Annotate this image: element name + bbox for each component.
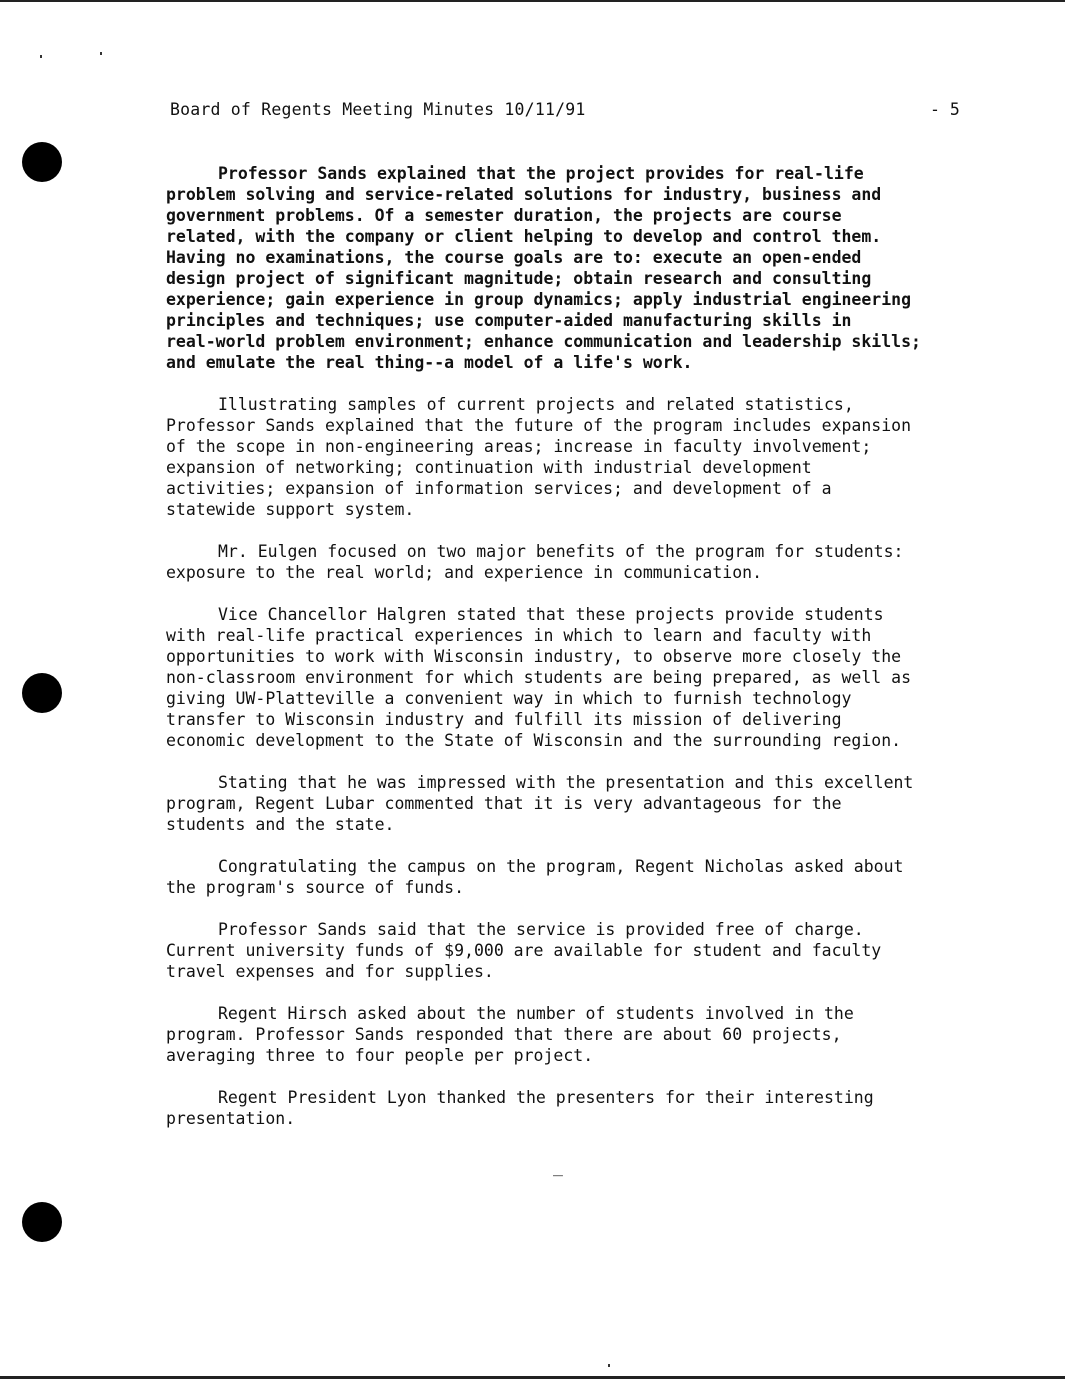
minutes-body: [166, 163, 986, 1150]
paragraph-program-future: Illustrating samples of current projects and related statistics, Professor Sands explained that the future of the program includes expansion of the scope in non-engineering areas; increase in faculty involvement; expansion of networking; continuation with industrial development activities; expansion of information services; and development of a statewide support system.: [166, 395, 912, 519]
binder-hole-bottom: [22, 1202, 62, 1242]
page-number: - 5: [930, 100, 960, 119]
paragraph-lyon-thanks: Regent President Lyon thanked the presenters for their interesting presentation.: [166, 1088, 874, 1128]
scan-speck: [608, 1364, 610, 1367]
paragraph-nicholas-question: Congratulating the campus on the program, Regent Nicholas asked about the program's source of funds.: [166, 857, 904, 897]
paragraph-eulgen-benefits: Mr. Eulgen focused on two major benefits of the program for students: exposure to the real world; and experience in communication.: [166, 542, 904, 582]
binder-hole-top: [22, 142, 62, 182]
binder-hole-middle: [22, 673, 62, 713]
page-header-title: Board of Regents Meeting Minutes 10/11/91: [170, 100, 586, 119]
paragraph-sands-funding: Professor Sands said that the service is provided free of charge. Current university funds of $9,000 are available for student and faculty travel expenses and for supplies.: [166, 920, 882, 981]
paragraph-hirsch-question: Regent Hirsch asked about the number of students involved in the program. Professor Sands responded that there are about 60 projects, averaging three to four people per project.: [166, 1004, 854, 1065]
scan-speck: [40, 55, 42, 58]
paragraph-lubar-comment: Stating that he was impressed with the presentation and this excellent program, Regent Lubar commented that it is very advantageous for the students and the state.: [166, 773, 914, 834]
footer-mark: _: [553, 1157, 563, 1176]
paragraph-halgren-statement: Vice Chancellor Halgren stated that these projects provide students with real-life practical experiences in which to learn and faculty with opportunities to work with Wisconsin industry, to observe more closely the non-classroom environment for which students are being prepared, as well as giving UW-Platteville a convenient way in which to furnish technology transfer to Wisconsin industry and fulfill its mission of delivering economic development to the State of Wisconsin and the surrounding region.: [166, 605, 912, 750]
paragraph-project-description: Professor Sands explained that the project provides for real-life problem solving and service-related solutions for industry, business and government problems. Of a semester duration, the projects are course related, with the company or client helping to develop and control them. Having no examinations, the course goals are to: execute an open-ended design project of significant magnitude; obtain research and consulting experience; gain experience in group dynamics; apply industrial engineering principles and techniques; use computer-aided manufacturing skills in real-world problem environment; enhance communication and leadership skills; and emulate the real thing--a model of a life's work.: [166, 164, 921, 372]
scan-speck: [100, 52, 102, 55]
top-edge-line: [0, 0, 1065, 2]
bottom-edge-line: [0, 1376, 1065, 1379]
